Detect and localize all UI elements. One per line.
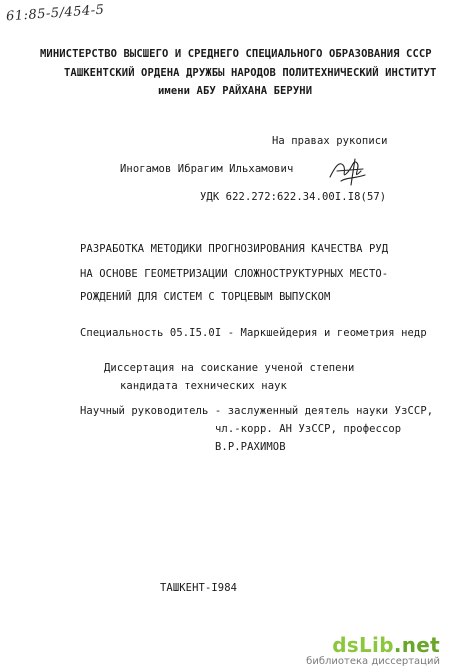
institute-name-line: имени АБУ РАЙХАНА БЕРУНИ: [158, 85, 313, 97]
udc-code: УДК 622.272:622.34.00I.I8(57): [200, 191, 387, 203]
dissertation-title-line-1: РАЗРАБОТКА МЕТОДИКИ ПРОГНОЗИРОВАНИЯ КАЧЕСТВА РУД: [80, 243, 389, 255]
specialty-line: Специальность 05.I5.0I - Маркшейдерия и геометрия недр: [80, 327, 427, 339]
dslib-watermark[interactable]: [306, 634, 440, 668]
dissertation-title-line-3: РОЖДЕНИЙ ДЛЯ СИСТЕМ С ТОРЦЕВЫМ ВЫПУСКОМ: [80, 291, 331, 303]
place-and-year: ТАШКЕНТ-I984: [160, 582, 238, 594]
rights-note: На правах рукописи: [272, 135, 388, 147]
supervisor-line-2: чл.-корр. АН УзССР, профессор: [215, 423, 402, 435]
dslib-logo: dsLib.net: [332, 633, 440, 657]
author-signature: [327, 155, 367, 187]
degree-line-1: Диссертация на соискание ученой степени: [104, 362, 355, 374]
author-name: Иногамов Ибрагим Ильхамович: [120, 163, 294, 175]
dissertation-title-line-2: НА ОСНОВЕ ГЕОМЕТРИЗАЦИИ СЛОЖНОСТРУКТУРНЫХ МЕСТО-: [80, 268, 389, 280]
institute-line: ТАШКЕНТСКИЙ ОРДЕНА ДРУЖБЫ НАРОДОВ ПОЛИТЕХНИЧЕСКИЙ ИНСТИТУТ: [64, 67, 437, 79]
dslib-subtitle: библиотека диссертаций: [306, 656, 440, 667]
ministry-line: МИНИСТЕРСТВО ВЫСШЕГО И СРЕДНЕГО СПЕЦИАЛЬНОГО ОБРАЗОВАНИЯ СССР: [40, 48, 432, 60]
degree-line-2: кандидата технических наук: [120, 380, 287, 392]
supervisor-name: В.Р.РАХИМОВ: [215, 441, 286, 453]
handwritten-catalog-number: 61:85-5/454-5: [5, 2, 105, 25]
supervisor-line-1: Научный руководитель - заслуженный деятель науки УзССР,: [80, 405, 434, 417]
